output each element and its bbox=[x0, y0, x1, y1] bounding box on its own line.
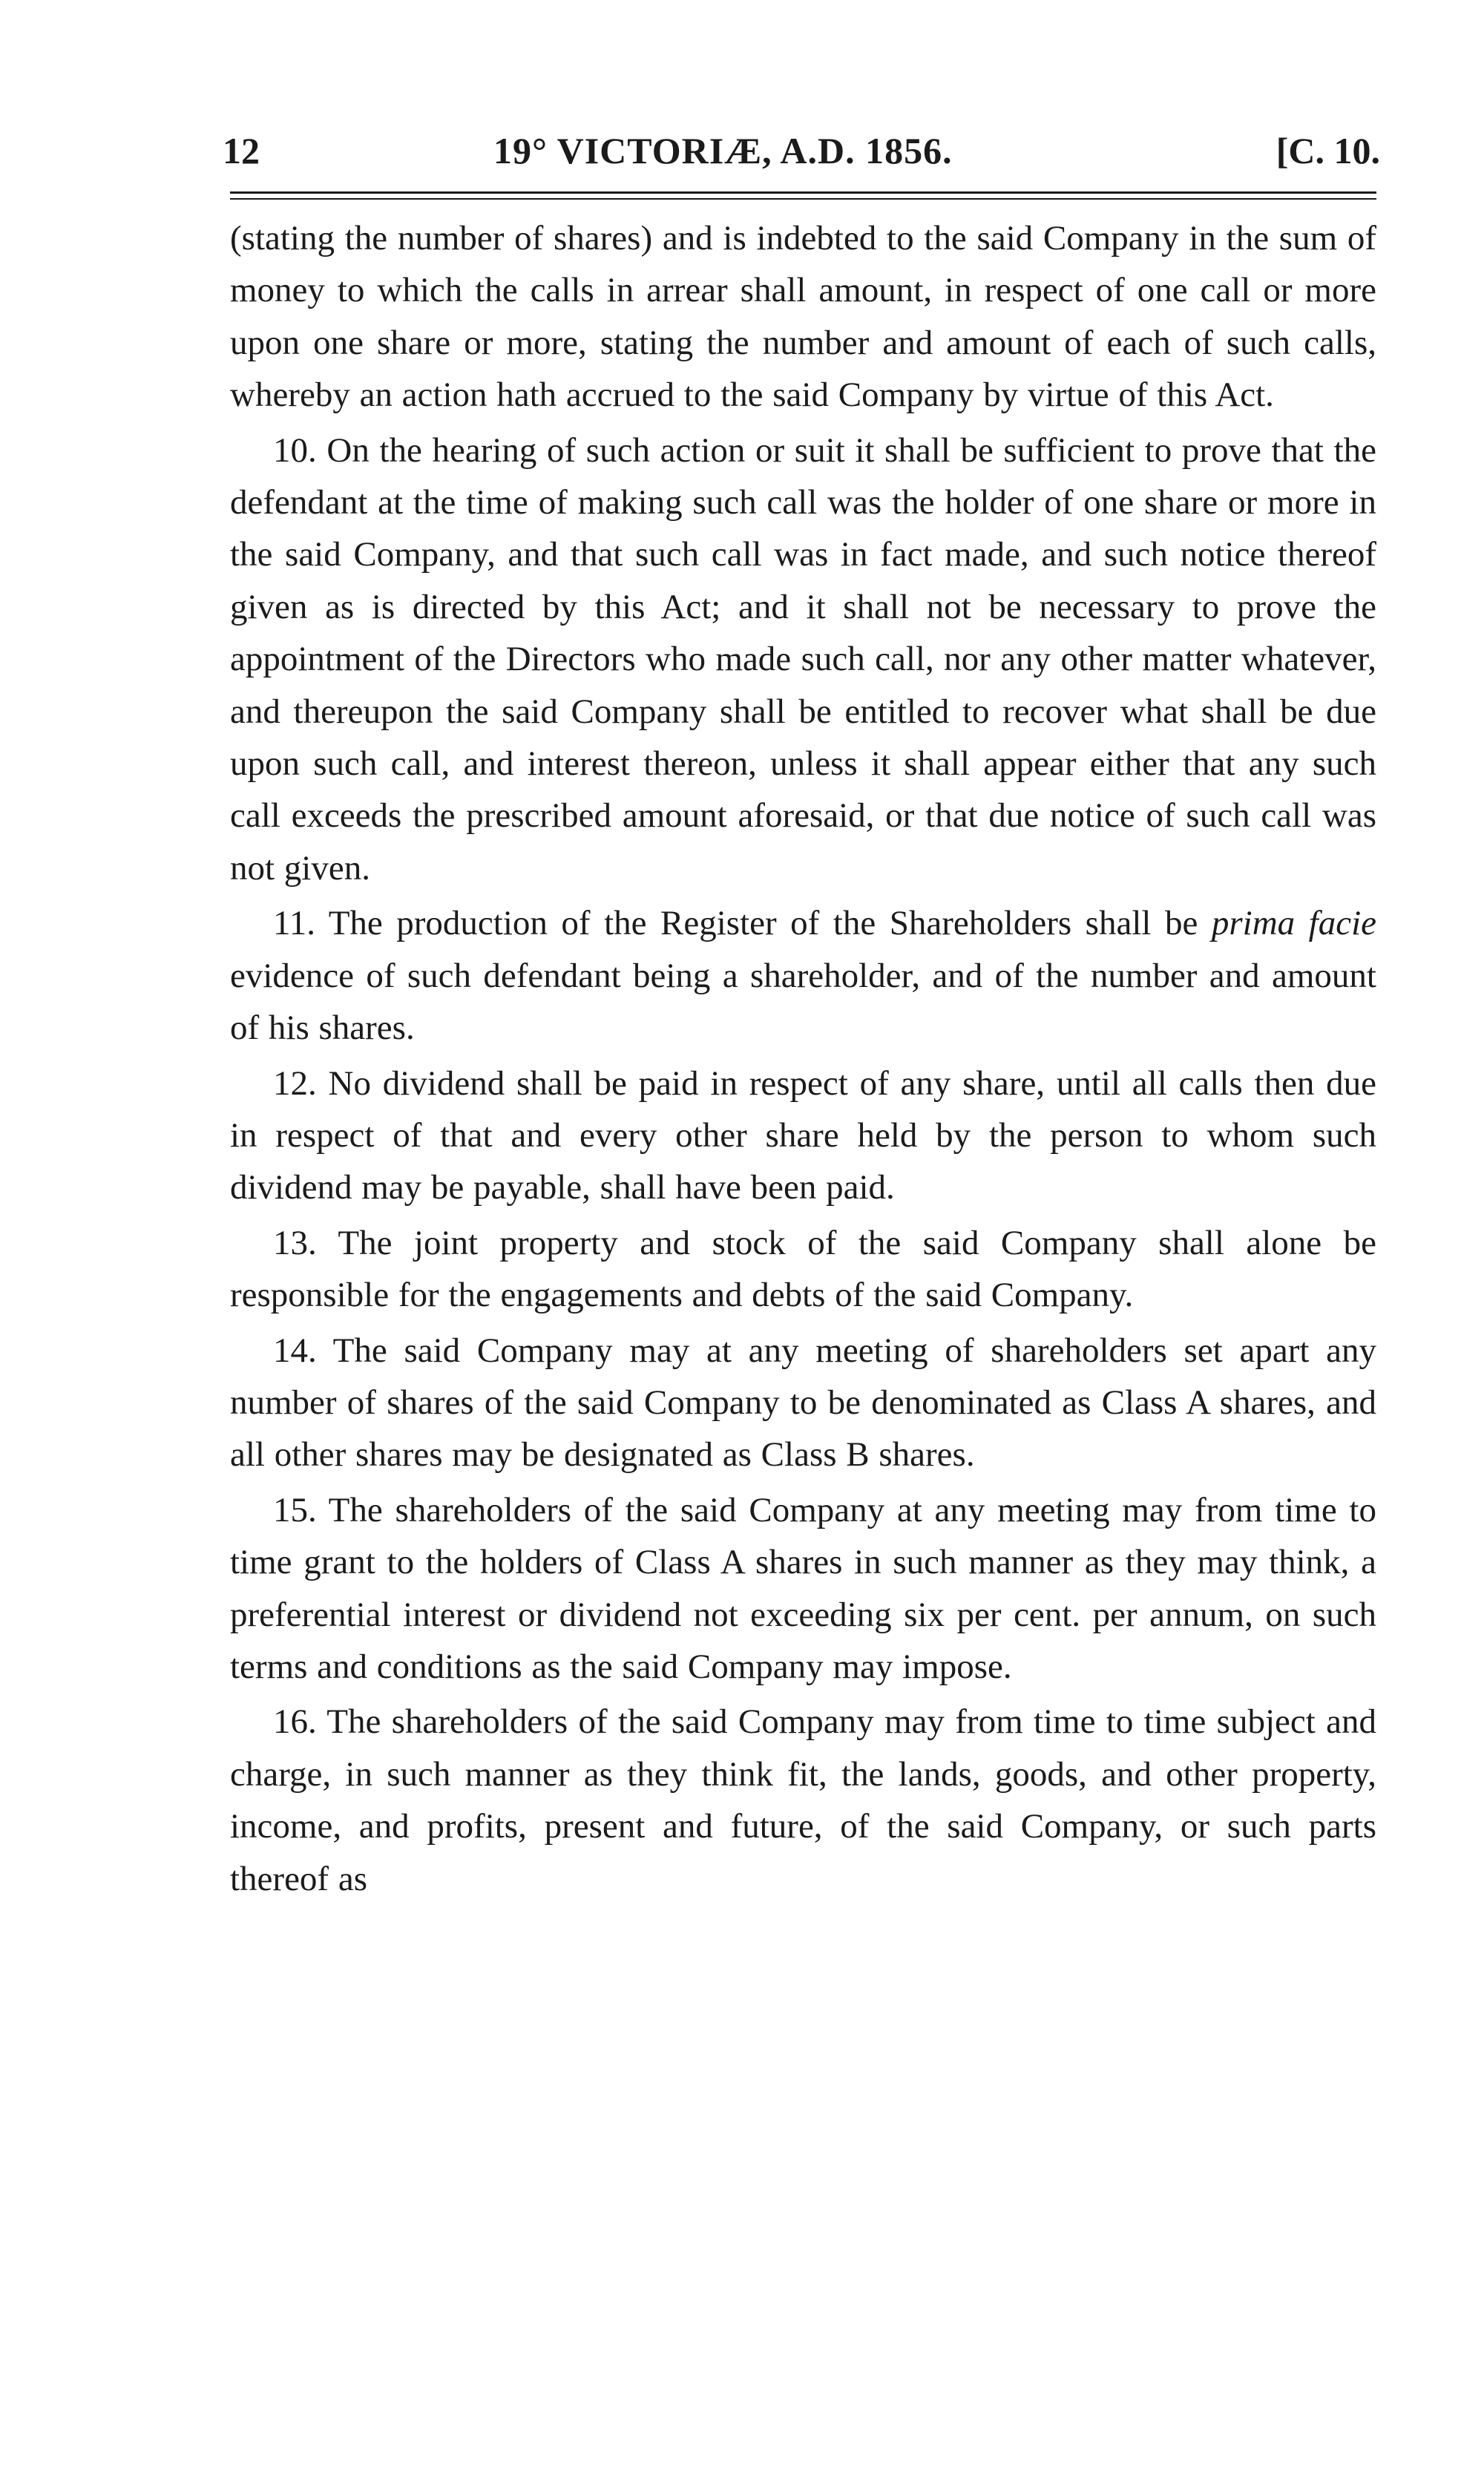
section-text: The production of the Register of the Shareholders shall be bbox=[328, 904, 1198, 943]
section-15 bbox=[230, 1484, 1376, 1693]
section-16 bbox=[230, 1696, 1376, 1905]
section-number: 11. bbox=[273, 904, 316, 943]
header-title: 19° VICTORIÆ, A.D. 1856. bbox=[493, 130, 953, 171]
section-text: The shareholders of the said Company may from time to time subject and charge, in such manner as they think fit, the lands, goods, and other property, income, and profits, present and future, of the said Company, or such parts thereof as bbox=[230, 1702, 1377, 1898]
section-text-continued: evidence of such defendant being a shareholder, and of the number and amount of his shares. bbox=[230, 956, 1376, 1048]
header-rule-thin bbox=[230, 198, 1376, 200]
section-text: The said Company may at any meeting of shareholders set apart any number of shares of the said Company to be denominated as Class A shares, and all other shares may be designated as Class B shares. bbox=[230, 1331, 1376, 1475]
header-rule-thick bbox=[230, 191, 1376, 194]
section-text: No dividend shall be paid in respect of any share, until all calls then due in respect of that and every other share held by the person to whom such dividend may be payable, shall have been paid. bbox=[230, 1063, 1377, 1207]
section-12 bbox=[230, 1057, 1376, 1214]
section-number: 14. bbox=[273, 1331, 317, 1370]
section-14 bbox=[230, 1325, 1376, 1481]
chapter-reference: [C. 10. bbox=[1275, 130, 1380, 171]
section-13 bbox=[230, 1217, 1376, 1322]
section-text: The joint property and stock of the said Company shall alone be responsible for the engagements and debts of the said Company. bbox=[230, 1223, 1376, 1315]
paragraph-continuation bbox=[230, 212, 1376, 422]
running-header bbox=[223, 125, 1380, 177]
section-text: The shareholders of the said Company at any meeting may from time to time grant to the holders of Class A shares in such manner as they may think, a preferential interest or dividend not exceeding six per cent. per annum, on such terms and conditions as the said Company may impose. bbox=[230, 1490, 1376, 1686]
section-number: 16. bbox=[273, 1702, 317, 1742]
section-number: 12. bbox=[273, 1063, 317, 1103]
section-10 bbox=[230, 424, 1376, 895]
paragraph-text: (stating the number of shares) and is indebted to the said Company in the sum of money to which the calls in arrear shall amount, in respect of one call or more upon one share or more, stating the number and amount of each of such calls, whereby an action hath accrued to the said Company by virtue of this Act. bbox=[230, 219, 1376, 415]
page-number: 12 bbox=[223, 130, 260, 171]
italic-phrase: prima facie bbox=[1211, 904, 1376, 943]
section-number: 10. bbox=[273, 430, 317, 470]
body-text bbox=[230, 212, 1376, 1905]
section-number: 13. bbox=[273, 1223, 317, 1262]
section-text: On the hearing of such action or suit it shall be sufficient to prove that the defendant at the time of making such call was the holder of one share or more in the said Company, and that such call was in fact made, and such notice thereof given as is directed by this Act; and it shall not be necessary to prove the appointment of the Directors who made such call, nor any other matter whatever, and thereupon the said Company shall be entitled to recover what shall be due upon such call, and interest thereon, unless it shall appear either that any such call exceeds the prescribed amount aforesaid, or that due notice of such call was not given. bbox=[230, 430, 1377, 888]
section-11 bbox=[230, 897, 1376, 1054]
section-number: 15. bbox=[273, 1490, 317, 1529]
